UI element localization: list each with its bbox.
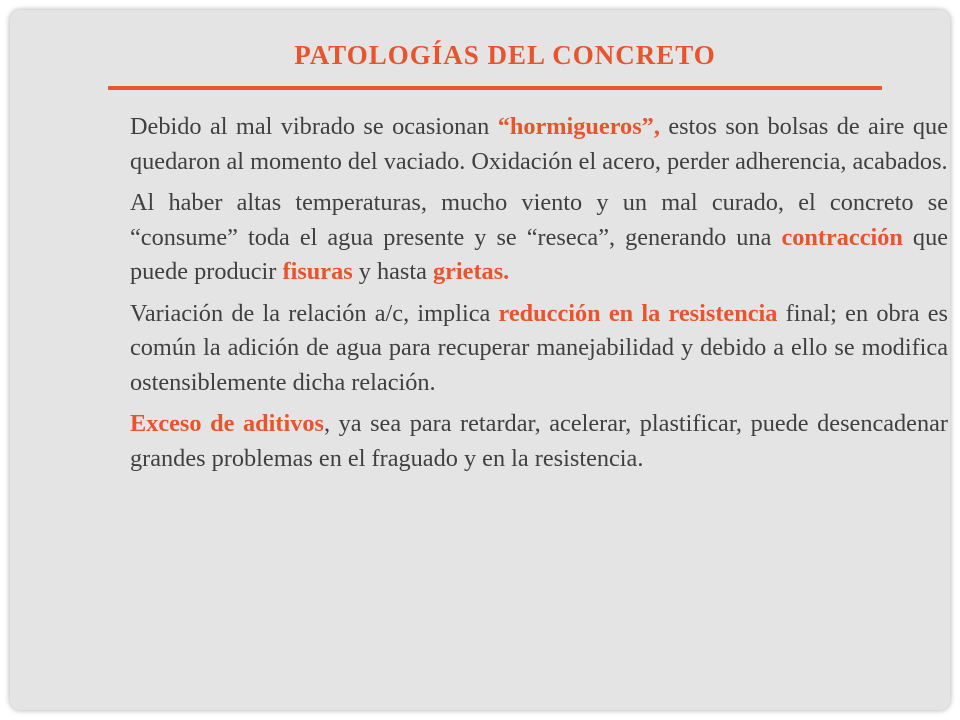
slide-body (130, 110, 948, 483)
highlight-term: “hormigueros”, (497, 113, 660, 140)
highlight-term: grietas. (432, 258, 510, 285)
paragraph-text: Al haber altas temperaturas, mucho viento y un mal curado, el concreto se “consume” toda el agua presente y se “reseca”, generando una (130, 189, 948, 251)
highlight-term: Exceso de aditivos (130, 410, 324, 437)
highlight-term: contracción (781, 223, 903, 251)
title-underline (108, 86, 882, 90)
paragraph-text: que puede producir (130, 223, 949, 285)
highlight-term: reducción en la resistencia (498, 299, 778, 327)
slide (10, 10, 950, 710)
paragraph-text: , ya sea para retardar, acelerar, plastificar, puede desencadenar grandes problemas en el fraguado y en la resistencia. (130, 410, 948, 472)
paragraph-aditivos (130, 407, 948, 476)
paragraph-text: final; en obra es común la adición de agua para recuperar manejabilidad y debido a ello se modifica ostensiblemente dicha relación. (130, 299, 948, 396)
paragraph-temperaturas (130, 186, 948, 290)
paragraph-text: estos son bolsas de aire que quedaron al momento del vaciado. Oxidación el acero, perder adherencia, acabados. (130, 113, 948, 175)
paragraph-text: Debido al mal vibrado se ocasionan (130, 113, 498, 140)
paragraph-relacion-ac (130, 297, 948, 401)
paragraph-text: y hasta (352, 258, 433, 285)
slide-title: PATOLOGÍAS DEL CONCRETO (294, 40, 716, 70)
highlight-term: fisuras (282, 258, 353, 285)
paragraph-hormigueros (130, 110, 948, 179)
paragraph-text: Variación de la relación a/c, implica (130, 299, 499, 327)
